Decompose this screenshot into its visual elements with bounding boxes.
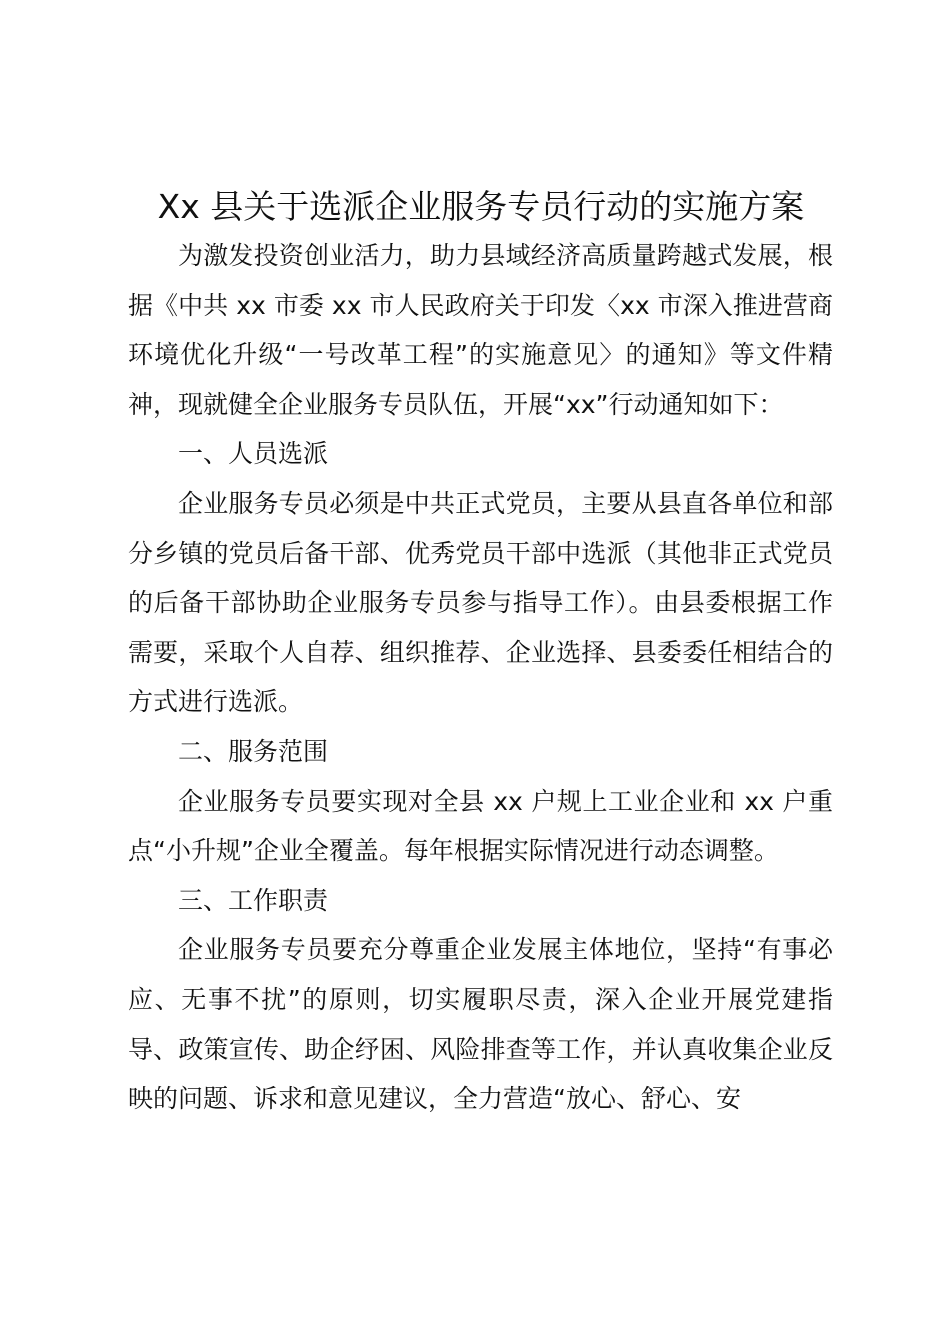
section-body-duties: 企业服务专员要充分尊重企业发展主体地位，坚持“有事必应、无事不扰”的原则，切实履职尽责，深入企业开展党建指导、政策宣传、助企纾困、风险排查等工作，并认真收集企业反映的问题、诉求和意见建议，全力营造“放心、舒心、安 [128,935,833,1114]
section-body-scope: 企业服务专员要实现对全县 xx 户规上工业企业和 xx 户重点“小升规”企业全覆盖。每年根据实际情况进行动态调整。 [128,786,833,866]
section-heading-scope: 二、服务范围 [178,736,329,766]
section-body-personnel: 企业服务专员必须是中共正式党员，主要从县直各单位和部分乡镇的党员后备干部、优秀党员干部中选派（其他非正式党员的后备干部协助企业服务专员参与指导工作）。由县委根据工作需要，采取个人自荐、组织推荐、企业选择、县委委任相结合的方式进行选派。 [128,488,833,717]
section-heading-duties: 三、工作职责 [178,885,329,915]
document-title: Xx 县关于选派企业服务专员行动的实施方案 [157,187,805,226]
section-heading-personnel: 一、人员选派 [178,439,329,469]
document-page [128,183,833,1124]
intro-paragraph: 为激发投资创业活力，助力县域经济高质量跨越式发展，根据《中共 xx 市委 xx 市人民政府关于印发〈xx 市深入推进营商环境优化升级“一号改革工程”的实施意见〉的通知》等文件精神，现就健全企业服务专员队伍，开展“xx”行动通知如下： [128,241,833,419]
